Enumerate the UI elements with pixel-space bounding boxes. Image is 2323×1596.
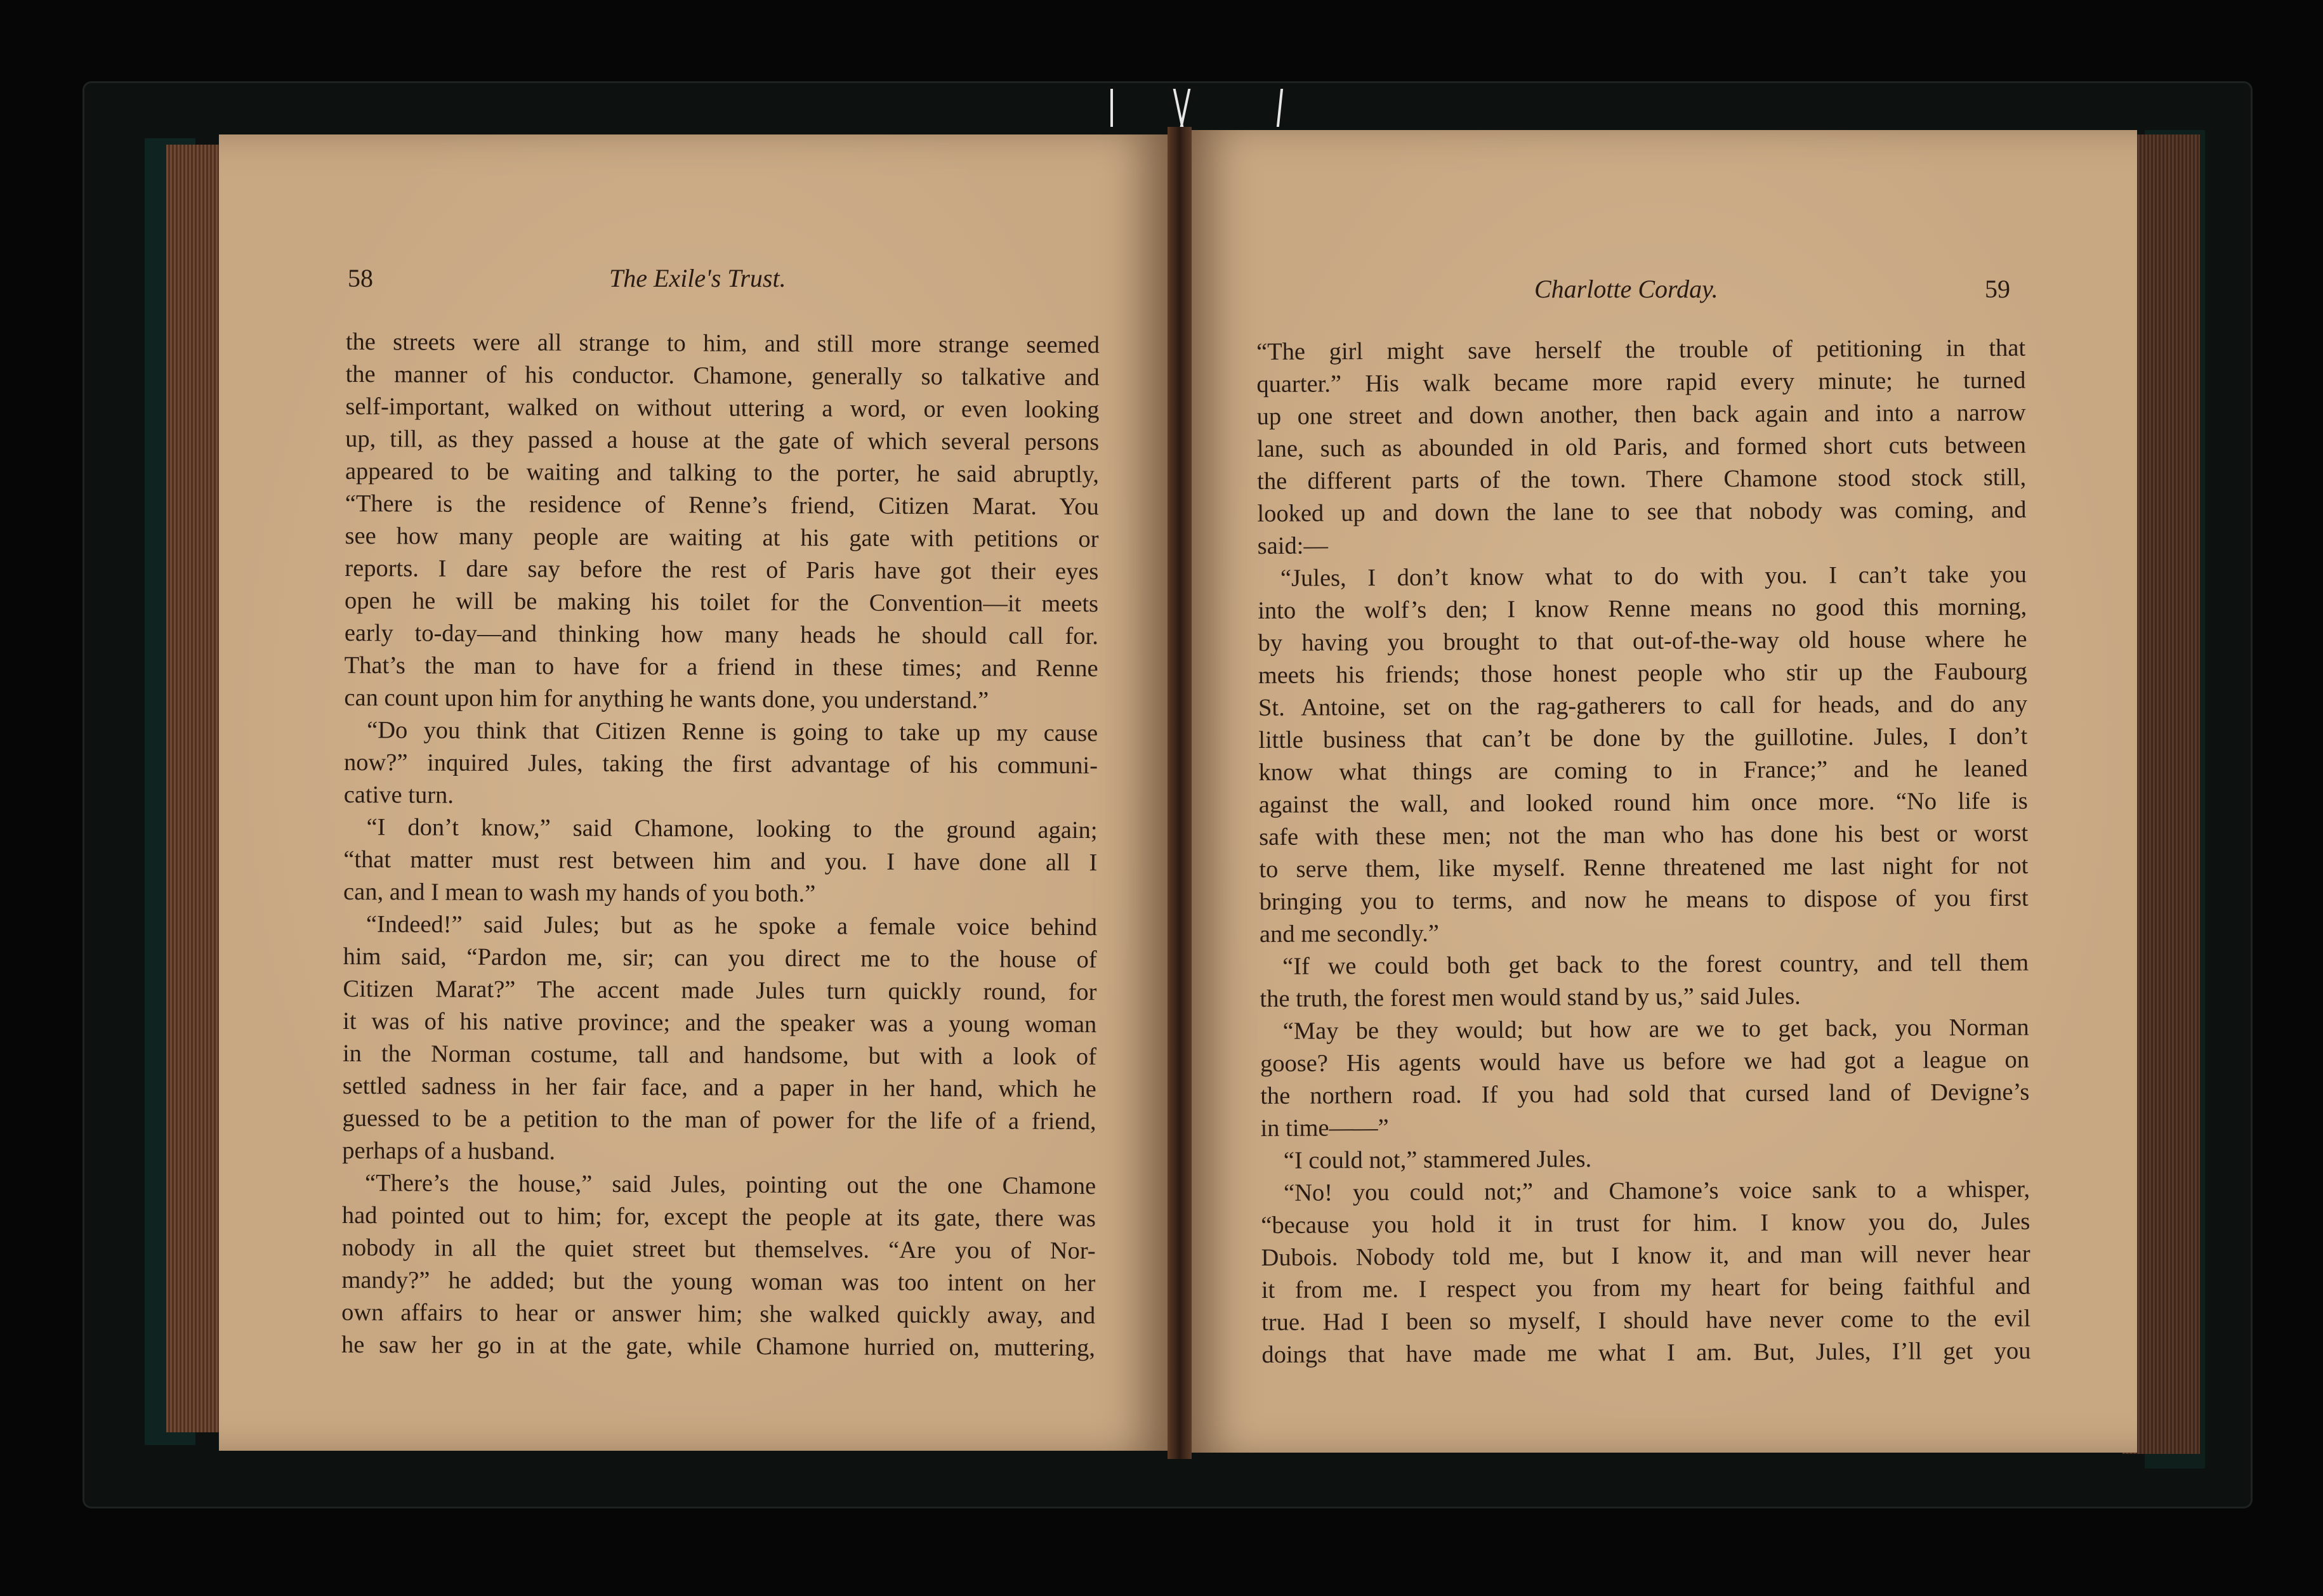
text-line: meets his friends; those honest people who stir up the Faubourg (1258, 658, 2027, 689)
text-line: “because you hold it in trust for him. I know you do, Jules (1261, 1208, 2030, 1239)
text-line: the truth, the forest men would stand by us,” said Jules. (1260, 983, 1801, 1012)
text-line: bringing you to terms, and now he means to dispose of you first (1259, 884, 2029, 915)
text-line: cative turn. (343, 781, 454, 809)
text-line: “I could not,” stammered Jules. (1283, 1146, 1592, 1174)
text-line: doings that have made me what I am. But, Jules, I’ll get you (1261, 1337, 2031, 1368)
text-line: “May be they would; but how are we to get back, you Norman (1282, 1014, 2029, 1045)
text-line: Citizen Marat?” The accent made Jules turn quickly round, for (343, 975, 1097, 1006)
text-line: reports. I dare say before the rest of Paris have got their eyes (345, 554, 1099, 585)
text-line: looked up and down the lane to see that nobody was coming, and (1257, 496, 2027, 527)
text-line: the different parts of the town. There Chamone stood stock still, (1257, 464, 2027, 495)
text-line: “Indeed!” said Jules; but as he spoke a female voice behind (365, 911, 1097, 941)
text-line: see how many people are waiting at his gate with petitions or (345, 522, 1099, 553)
text-line: settled sadness in her fair face, and a paper in her hand, which he (342, 1072, 1096, 1103)
text-line: into the wolf’s den; I know Renne means no good this morning, (1258, 593, 2027, 624)
text-line: in time——” (1260, 1114, 1389, 1142)
text-line: own affairs to hear or answer him; she walked quickly away, and (341, 1298, 1096, 1330)
text-line: lane, such as abounded in old Paris, and formed short cuts between (1256, 431, 2027, 462)
text-line: it was of his native province; and the speaker was a young woman (343, 1007, 1097, 1038)
text-line: appeared to be waiting and talking to the porter, he said abruptly, (345, 457, 1100, 488)
text-line: him said, “Pardon me, sir; can you direct me to the house of (343, 943, 1097, 974)
text-line: self-important, walked on without uttering a word, or even looking (345, 393, 1100, 424)
text-line: “Jules, I don’t know what to do with you. I can’t take you (1280, 561, 2027, 592)
text-line: mandy?” he added; but the young woman was too intent on her (341, 1266, 1096, 1297)
left-running-title: The Exile's Trust. (609, 264, 786, 292)
text-line: the northern road. If you had sold that cursed land of Devigne’s (1260, 1078, 2030, 1109)
left-page-text (341, 326, 1100, 1364)
text-line: can, and I mean to wash my hands of you both.” (343, 878, 816, 908)
text-line: little business that can’t be done by the guillotine. Jules, I don’t (1258, 723, 2028, 754)
text-line: it from me. I respect you from my heart for being faithful and (1261, 1272, 2030, 1304)
text-line: goose? His agents would have us before we had got a league on (1260, 1046, 2030, 1077)
text-line: by having you brought to that out-of-the-way old house where he (1258, 625, 2027, 657)
text-line: perhaps of a husband. (342, 1137, 556, 1165)
text-line: to serve them, like myself. Renne threatened me last night for not (1259, 852, 2029, 883)
text-line: “that matter must rest between him and you. I have done all I (343, 846, 1098, 877)
bookmark-ribbon-icon (1104, 82, 1294, 140)
left-page-number: 58 (348, 264, 373, 292)
text-line: up one street and down another, then back again and into a narrow (1256, 399, 2026, 430)
book-gutter (1168, 127, 1192, 1459)
right-running-title: Charlotte Corday. (1534, 275, 1718, 303)
text-line: the streets were all strange to him, and still more strange seemed (345, 328, 1100, 359)
text-line: up, till, as they passed a house at the gate of which several persons (345, 425, 1100, 456)
text-line: in the Norman costume, tall and handsome, but with a look of (342, 1040, 1097, 1071)
text-line: Dubois. Nobody told me, but I know it, and man will never hear (1261, 1240, 2030, 1271)
text-line: had pointed out to him; for, except the people at its gate, there was (341, 1201, 1096, 1233)
text-line: open he will be making his toilet for the Convention—it meets (345, 587, 1099, 618)
text-line: can count upon him for anything he wants done, you understand.” (344, 684, 989, 714)
text-line: now?” inquired Jules, taking the first advantage of his communi- (343, 749, 1098, 780)
text-line: nobody in all the quiet street but themselves. “Are you of Nor- (341, 1234, 1096, 1265)
text-line: “There is the residence of Renne’s friend, Citizen Marat. You (345, 490, 1099, 521)
right-page-text (1256, 332, 2031, 1371)
text-line: and me secondly.” (1259, 920, 1439, 948)
text-line: against the wall, and looked round him once more. “No life is (1258, 787, 2028, 818)
text-line: “If we could both get back to the forest country, and tell them (1282, 949, 2029, 980)
text-line: “No! you could not;” and Chamone’s voice sank to a whisper, (1283, 1175, 2030, 1207)
text-line: St. Antoine, set on the rag-gatherers to call for heads, and do any (1258, 690, 2028, 721)
text-line: early to-day—and thinking how many heads he should call for. (344, 619, 1098, 650)
text-line: quarter.” His walk became more rapid every minute; he turned (1256, 367, 2026, 398)
text-line: “Do you think that Citizen Renne is going to take up my cause (367, 717, 1098, 747)
text-line: he saw her go in at the gate, while Chamone hurried on, muttering, (341, 1331, 1096, 1362)
text-line: “The girl might save herself the trouble of petitioning in that (1256, 334, 2026, 365)
text-line: “There’s the house,” said Jules, pointing out the one Chamone (365, 1170, 1096, 1200)
text-line: “I don’t know,” said Chamone, looking to the ground again; (366, 814, 1098, 844)
text-line: the manner of his conductor. Chamone, generally so talkative and (345, 360, 1100, 391)
text-line: said:— (1257, 532, 1329, 559)
text-line: That’s the man to have for a friend in these times; and Renne (344, 651, 1098, 683)
text-line: true. Had I been so myself, I should have never come to the evil (1261, 1305, 2031, 1336)
text-line: guessed to be a petition to the man of power for the life of a friend, (342, 1104, 1096, 1135)
text-line: safe with these men; not the man who has done his best or worst (1259, 820, 2029, 851)
right-page-number: 59 (1985, 275, 2010, 303)
text-line: know what things are coming to in France;” and he leaned (1258, 755, 2028, 786)
